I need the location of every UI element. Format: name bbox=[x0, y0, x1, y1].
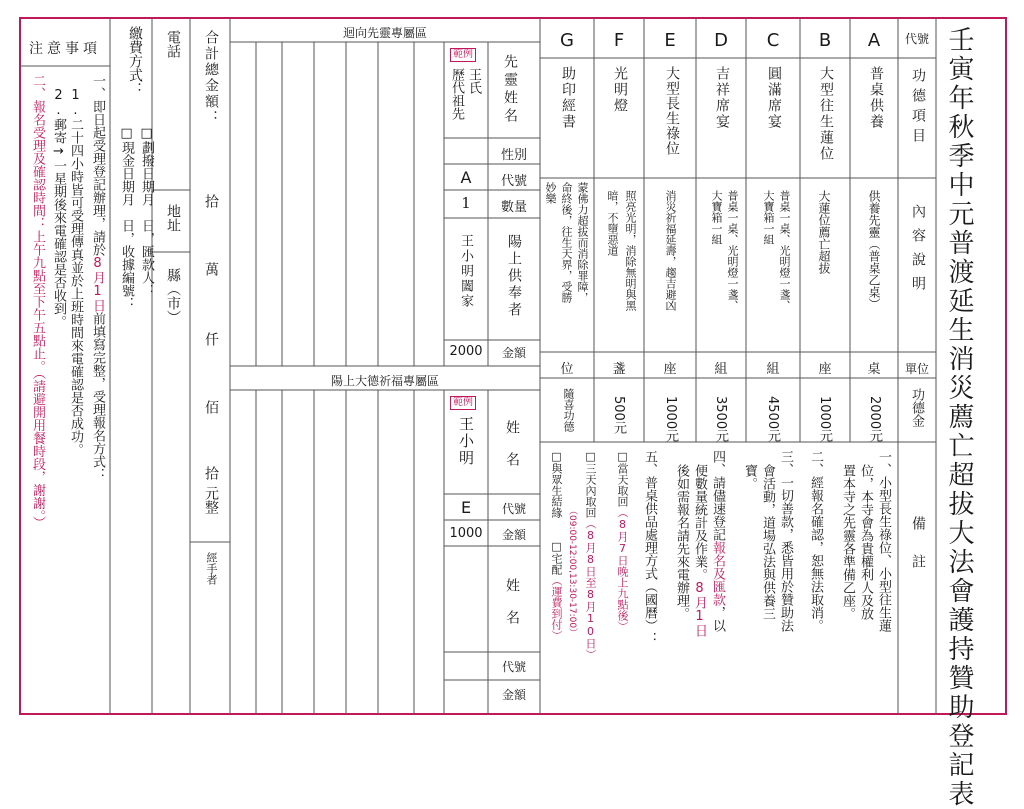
deceased-example-qty: 1 bbox=[461, 194, 471, 212]
header-remarks: 備註 bbox=[910, 516, 926, 592]
county-label: 縣（市） bbox=[165, 268, 181, 324]
item-g-desc-3: 妙樂 bbox=[544, 182, 557, 204]
payment-title: 繳費方式： bbox=[127, 26, 143, 96]
payment-cash[interactable] bbox=[117, 126, 136, 310]
note-1 bbox=[88, 74, 106, 481]
option-bond[interactable] bbox=[548, 450, 564, 518]
label-qty: 數量 bbox=[500, 200, 527, 215]
remark-4b bbox=[690, 464, 708, 637]
label-living-code: 代號 bbox=[501, 502, 526, 516]
item-c-desc-2: 大寶箱一組 bbox=[762, 190, 775, 245]
label-donor: 陽上供奉者 bbox=[506, 234, 522, 319]
item-d-desc-1: 普桌一桌、光明燈一盞、 bbox=[726, 190, 739, 311]
note-1-lead: 一、即日起受理登記辦理，請於 bbox=[90, 74, 105, 256]
item-b-desc: 大蓮位薦亡超拔 bbox=[817, 190, 831, 274]
label-living-amount: 金額 bbox=[501, 528, 526, 542]
item-g-desc-1: 蒙佛力超拔而消除罪障， bbox=[576, 182, 589, 303]
deceased-example-donor: 王小明闔家 bbox=[458, 234, 473, 309]
remark-3c: 寶。 bbox=[742, 464, 757, 490]
item-g-unit: 位 bbox=[560, 362, 574, 377]
item-g-name: 助印經書 bbox=[560, 66, 576, 130]
checkbox-transfer[interactable]: □ bbox=[139, 126, 154, 141]
remark-4-highlight: 報名及匯款 bbox=[710, 541, 725, 606]
option-three-days-hours bbox=[566, 506, 579, 637]
checkbox-bond[interactable]: □ bbox=[550, 450, 563, 463]
payment-cash-label: 現金日期 bbox=[119, 141, 134, 193]
item-b-amount: 1000元 bbox=[817, 396, 832, 443]
item-d-amount: 3500元 bbox=[713, 396, 728, 443]
item-e-unit: 座 bbox=[663, 362, 677, 377]
phone-label: 電話 bbox=[165, 30, 181, 58]
remark-4b-lead: 便數量統計及作業。 bbox=[692, 464, 707, 581]
payment-transfer-label: 劃撥日期 bbox=[139, 141, 154, 193]
checkbox-three-days[interactable]: □ bbox=[584, 450, 597, 463]
remark-1b: 位，本寺會為貴權利人及放 bbox=[858, 464, 873, 620]
note-1-tail: 前填寫完整，受理報名方式： bbox=[90, 312, 105, 481]
item-d-name: 吉祥席宴 bbox=[714, 66, 730, 130]
item-a-amount: 2000元 bbox=[867, 396, 882, 443]
option-same-day-label: 當天取回 bbox=[616, 463, 629, 507]
item-f-desc-1: 照亮光明，消除無明與黑 bbox=[624, 190, 637, 311]
option-delivery[interactable] bbox=[548, 540, 564, 641]
label-deceased-code: 代號 bbox=[500, 174, 527, 189]
note-1-date: 8月1日 bbox=[90, 256, 105, 312]
total-unit-qian: 仟 bbox=[203, 332, 219, 346]
note-mail: 2.郵寄→一星期後來電確認是否收到。 bbox=[51, 88, 66, 328]
item-b-unit: 座 bbox=[818, 362, 832, 377]
item-f-code: F bbox=[613, 30, 625, 51]
item-c-unit: 組 bbox=[766, 362, 780, 377]
remark-1: 一、小型長生祿位、小型往生蓮 bbox=[876, 450, 891, 632]
total-unit-bai: 佰 bbox=[203, 400, 219, 414]
checkbox-same-day[interactable]: □ bbox=[616, 450, 629, 463]
header-item: 功德項目 bbox=[910, 68, 926, 148]
checkbox-cash[interactable]: □ bbox=[119, 126, 134, 141]
total-unit-yuanzheng: 元整 bbox=[203, 486, 219, 514]
label-living-amount-2: 金額 bbox=[501, 688, 526, 702]
item-e-code: E bbox=[664, 30, 676, 51]
label-deceased-name: 先靈姓名 bbox=[502, 54, 518, 126]
item-f-name: 光明燈 bbox=[612, 66, 628, 114]
item-f-desc-2: 暗，不墮惡道 bbox=[606, 190, 619, 256]
label-living-name-2: 姓名 bbox=[504, 578, 520, 642]
living-example-name: 王小明 bbox=[457, 416, 475, 467]
deceased-section-title: 迴向先靈專屬區 bbox=[342, 26, 427, 40]
remark-3b: 會活動，道場弘法與供養三 bbox=[760, 464, 775, 620]
deceased-example-code: A bbox=[460, 168, 472, 187]
total-amount-label: 合計總金額： bbox=[203, 30, 219, 126]
item-f-unit: 盞 bbox=[612, 362, 626, 377]
handler-label: 經手者 bbox=[205, 552, 218, 585]
item-b-name: 大型往生蓮位 bbox=[818, 66, 834, 162]
note-3: 二、報名受理及確認時間：上午九點至下午五點止。（請避開用餐時段，謝謝。） bbox=[30, 74, 45, 529]
item-a-unit: 桌 bbox=[867, 362, 881, 377]
remark-4b-date: 8月1日 bbox=[692, 581, 707, 637]
item-e-desc: 消災祈福延壽，趨吉避凶 bbox=[664, 190, 677, 311]
remark-2: 二、經報名確認，恕無法取消。 bbox=[808, 450, 823, 632]
item-c-name: 圓滿席宴 bbox=[766, 66, 782, 130]
option-three-days-hours-text: （09:00-12:00,13:30-17:00） bbox=[567, 506, 577, 638]
deceased-example-name-2: 歷代祖先 bbox=[449, 68, 464, 120]
option-three-days-label: 三天內取回 bbox=[584, 463, 597, 518]
item-d-code: D bbox=[714, 30, 728, 51]
item-g-desc-2: 命終後，往生天界，受勝 bbox=[560, 182, 573, 303]
deceased-example-amount: 2000 bbox=[449, 344, 483, 359]
option-same-day-time: （8月7日晚上九點後） bbox=[616, 507, 629, 632]
option-three-days-dates: （8月8日至8月10日） bbox=[584, 518, 597, 660]
option-same-day[interactable] bbox=[614, 450, 630, 632]
label-gender: 性別 bbox=[500, 148, 527, 163]
address-label: 地址 bbox=[165, 204, 181, 232]
item-d-desc-2: 大寶箱一組 bbox=[710, 190, 723, 245]
payment-transfer[interactable] bbox=[137, 126, 156, 297]
remark-1c: 置本寺之先靈各準備乙座。 bbox=[840, 464, 855, 620]
label-deceased-amount: 金額 bbox=[501, 346, 526, 360]
living-example-amount: 1000 bbox=[449, 526, 483, 541]
living-example-badge: 範例 bbox=[450, 396, 476, 410]
living-example-code: E bbox=[460, 498, 472, 517]
label-living-code-2: 代號 bbox=[501, 660, 526, 674]
item-g-amount: 隨喜功德 bbox=[562, 388, 575, 432]
item-c-code: C bbox=[766, 30, 780, 51]
item-e-amount: 1000元 bbox=[663, 396, 678, 443]
note-2: 1.二十四小時皆可受理傳真並於上班時間來電確認是否成功。 bbox=[68, 88, 83, 456]
item-d-unit: 組 bbox=[714, 362, 728, 377]
item-b-code: B bbox=[818, 30, 832, 51]
total-unit-wan: 萬 bbox=[203, 262, 219, 276]
item-g-code: G bbox=[560, 30, 574, 51]
header-code: 代號 bbox=[904, 32, 929, 46]
option-bond-label: 與眾生結緣 bbox=[550, 463, 563, 518]
label-living-name: 姓名 bbox=[504, 420, 520, 484]
payment-transfer-date: 月 日，匯款人： bbox=[139, 193, 154, 297]
deceased-example-name-1: 王氏 bbox=[466, 68, 481, 94]
total-unit-shi: 拾 bbox=[203, 194, 219, 208]
header-desc: 內容說明 bbox=[910, 204, 926, 300]
checkbox-delivery[interactable]: □ bbox=[550, 540, 563, 553]
remark-4-lead: 四、請儘速登記 bbox=[710, 450, 725, 541]
payment-cash-date: 月 日，收據編號： bbox=[119, 193, 134, 310]
notes-title: 注意事項 bbox=[29, 41, 101, 57]
item-a-code: A bbox=[867, 30, 881, 51]
option-delivery-label: 宅配 bbox=[550, 553, 563, 575]
total-unit-shi-2: 拾 bbox=[203, 466, 219, 480]
remark-5: 五、普桌供品處理方式（國曆）： bbox=[642, 450, 657, 645]
remark-3: 三、一切善款，悉皆用於贊助法 bbox=[778, 450, 793, 632]
header-amount: 功德金 bbox=[909, 388, 924, 427]
item-c-amount: 4500元 bbox=[765, 396, 780, 443]
item-e-name: 大型長生祿位 bbox=[664, 66, 680, 156]
deceased-example-badge: 範例 bbox=[450, 48, 476, 62]
remark-4c: 後如需報名請先來電辦理。 bbox=[674, 464, 689, 620]
item-c-desc-1: 普桌一桌、光明燈一盞、 bbox=[778, 190, 791, 311]
item-a-desc: 供養先靈（普桌乙桌） bbox=[867, 190, 881, 310]
remark-4-tail: ，以 bbox=[710, 606, 725, 632]
item-f-amount: 500元 bbox=[611, 396, 626, 434]
form-title: 壬寅年秋季中元普渡延生消災薦亡超拔大法會護持贊助登記表 bbox=[944, 26, 974, 809]
item-a-name: 普桌供養 bbox=[868, 66, 884, 130]
remark-4 bbox=[708, 450, 726, 632]
living-section-title: 陽上大德祈福專屬區 bbox=[330, 374, 439, 388]
option-delivery-note: （運費到付） bbox=[550, 575, 563, 641]
header-unit: 單位 bbox=[904, 362, 929, 376]
option-three-days[interactable] bbox=[582, 450, 598, 660]
